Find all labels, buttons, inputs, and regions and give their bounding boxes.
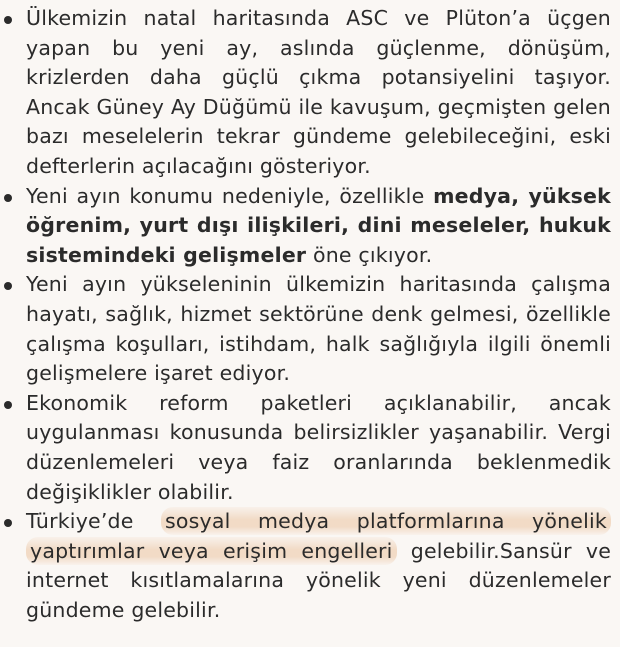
bullet-dot-icon [4,282,12,290]
bullet-dot-icon [4,401,12,409]
bullet-item-work-life [0,270,611,388]
bullet-dot-icon [4,519,12,527]
bullet-text: Ekonomik reform paketleri açıklanabilir, ancak uygulanması konusunda belirsizlikler yaşanabilir. Vergi düzenlemeleri veya faiz oranlarında beklenmedik değişiklikler olabilir. [26,390,611,504]
bullet-text: Yeni ayın yükseleninin ülkemizin haritasında çalışma hayatı, sağlık, hizmet sektörüne denk gelmesi, özellikle çalışma koşulları, istihdam, halk sağlığıyla ilgili önemli gelişmelere işaret ediyor. [26,272,611,386]
bullet-item-social-media [0,507,611,625]
bullet-item-economy [0,389,611,507]
bullet-text-before: Yeni ayın konumu nedeniyle, özellikle [26,183,434,208]
bullet-text-after: öne çıkıyor. [306,242,433,267]
bullet-dot-icon [4,194,12,202]
bullet-text-after: gelebilir.Sansür ve internet kısıtlamalarına yönelik yeni düzenlemeler gündeme gelebilir. [26,538,612,622]
bullet-item-natal-chart [0,4,611,182]
bullet-text: Ülkemizin natal haritasında ASC ve Plüton’a üçgen yapan bu yeni ay, aslında güçlenme, dönüşüm, krizlerden daha güçlü çıkma potansiyelini taşıyor. Ancak Güney Ay Düğümü ile kavuşum, geçmişten gelen bazı meselelerin tekrar gündeme gelebileceğini, eski defterlerin açılacağını gösteriyor. [26,6,611,178]
highlighted-text: sosyal medya platformlarına yönelik yaptırımlar veya erişim engelleri [26,507,611,565]
bullet-dot-icon [4,16,12,24]
bullet-text-before: Türkiye’de [26,509,162,534]
bullet-text-bold: medya, yüksek öğrenim, yurt dışı ilişkileri, dini meseleler, hukuk sistemindeki gelişmeler [26,183,611,267]
bullet-item-media [0,182,611,271]
